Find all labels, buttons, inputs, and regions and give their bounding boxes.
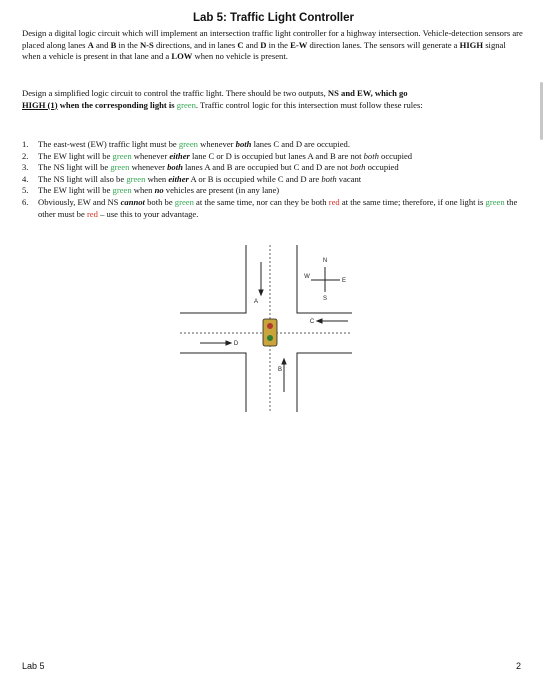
rule-text: vehicles are present (in any lane) <box>163 185 280 196</box>
intro-text: in the <box>116 39 140 50</box>
rule-number: 3. <box>22 162 29 173</box>
green-word: green <box>110 162 130 173</box>
lane-a-arrowhead <box>259 290 263 295</box>
rule-item <box>22 197 527 220</box>
emphasis-word: no <box>154 185 164 196</box>
rule-text: The NS light will also be <box>38 173 127 184</box>
page-title: Lab 5: Traffic Light Controller <box>192 12 354 24</box>
lane-c: C <box>237 39 244 50</box>
intro-text: directions, and in lanes <box>153 39 238 50</box>
emphasis-word: both <box>235 139 252 149</box>
rule-number: 4. <box>22 173 29 184</box>
rules-list <box>22 139 527 220</box>
compass-w-label: W <box>304 274 310 280</box>
rule-text: when <box>145 173 169 184</box>
scrollbar-thumb[interactable] <box>540 82 543 140</box>
road-edge-nw <box>180 245 246 313</box>
compass-n-label: N <box>322 258 328 264</box>
rule-text: lanes A and B are occupied but C and D are not <box>182 162 351 173</box>
green-word: green <box>178 139 198 149</box>
rule-text: The EW light will be <box>38 185 113 196</box>
task-text: . Traffic control logic for this intersection must follow these rules: <box>195 99 423 110</box>
intro-text: in the <box>266 39 291 50</box>
compass-s-label: S <box>322 296 328 302</box>
intro-paragraph <box>22 28 524 63</box>
road-edge-sw <box>180 353 246 412</box>
rule-text: A or B is occupied while C and D are <box>188 173 322 184</box>
high-one-label: HIGH (1) <box>22 99 58 110</box>
rule-item <box>22 185 527 197</box>
red-word: red <box>86 208 98 219</box>
green-word: green <box>485 196 505 207</box>
rule-number: 6. <box>22 196 29 207</box>
rule-text: whenever <box>131 150 170 161</box>
rule-text: lane C or D is occupied but lanes A and B are not <box>189 150 364 161</box>
traffic-light-red <box>267 323 273 329</box>
rule-text: whenever <box>197 139 236 149</box>
intersection-diagram <box>170 240 370 420</box>
green-word: green <box>126 173 146 184</box>
lane-d-label: D <box>233 341 239 347</box>
traffic-light-green <box>267 335 273 341</box>
emphasis-word: either <box>168 173 189 184</box>
rule-item <box>22 139 527 151</box>
emphasis-word: either <box>169 150 190 161</box>
outputs-label: NS and EW, which go <box>327 88 408 98</box>
rule-number: 2. <box>22 150 29 161</box>
rule-text: when <box>131 185 155 196</box>
emphasis-word: both <box>363 150 379 161</box>
rule-text: The EW light will be <box>38 150 113 161</box>
rule-text: Obviously, EW and NS <box>38 196 121 207</box>
traffic-light <box>263 319 277 346</box>
lane-b-arrowhead <box>282 359 286 364</box>
rule-item <box>22 174 527 186</box>
intro-text: and <box>243 39 261 50</box>
rule-item <box>22 162 527 174</box>
ew-direction: E-W <box>290 39 308 50</box>
rule-item <box>22 151 527 163</box>
emphasis-word: cannot <box>120 196 145 207</box>
task-text: Design a simplified logic circuit to control the traffic light. There should be two outputs, <box>22 88 328 98</box>
intro-text: and <box>93 39 111 50</box>
rule-text: – use this to your advantage. <box>97 208 199 219</box>
emphasis-word: both <box>350 162 366 173</box>
intro-text: when no vehicle is present. <box>192 51 288 62</box>
emphasis-word: both <box>321 173 337 184</box>
red-word: red <box>328 196 340 207</box>
intro-text: signal when a vehicle is present in that lane and a <box>22 39 506 62</box>
rule-text: the other must be <box>38 196 518 219</box>
green-word: green <box>112 150 132 161</box>
rule-text: The east-west (EW) traffic light must be <box>38 139 179 149</box>
intro-text: Design a digital logic circuit which will implement an intersection traffic light controller for a highway intersection. Vehicle-detection sensors are placed along lanes <box>22 28 523 50</box>
emphasis-word: both <box>167 162 183 173</box>
lane-b-label: B <box>277 367 283 373</box>
rule-text: whenever <box>129 162 168 173</box>
ns-direction: N-S <box>139 39 154 50</box>
road-edge-se <box>297 353 352 412</box>
lane-a: A <box>87 39 94 50</box>
lane-c-label: C <box>309 319 315 325</box>
task-paragraph <box>22 88 524 111</box>
green-word: green <box>112 185 132 196</box>
low-signal: LOW <box>171 51 193 62</box>
page-number: 2 <box>515 661 521 671</box>
lane-a-label: A <box>253 299 259 305</box>
rule-text: The NS light will be <box>38 162 111 173</box>
high-signal: HIGH <box>459 39 484 50</box>
rule-text: at the same time; therefore, if one light is <box>339 196 486 207</box>
compass-e-label: E <box>341 278 347 284</box>
lane-c-arrowhead <box>317 319 322 323</box>
rule-text: occupied <box>378 150 413 161</box>
intro-text: direction lanes. The sensors will generate a <box>307 39 460 50</box>
lane-b: B <box>110 39 117 50</box>
task-text-bold: when the corresponding light is <box>57 99 177 110</box>
rule-text: vacant <box>336 173 362 184</box>
rule-number: 1. <box>22 139 29 149</box>
green-word: green <box>174 196 194 207</box>
rule-text: both be <box>144 196 175 207</box>
rule-text: occupied <box>365 162 399 173</box>
rule-text: lanes C and D are occupied. <box>251 139 350 149</box>
green-word: green <box>176 99 196 110</box>
lane-d-arrowhead <box>226 341 231 345</box>
lane-d: D <box>260 39 267 50</box>
footer-left: Lab 5 <box>22 661 45 671</box>
rule-text: at the same time, nor can they be both <box>193 196 329 207</box>
rule-number: 5. <box>22 185 29 196</box>
